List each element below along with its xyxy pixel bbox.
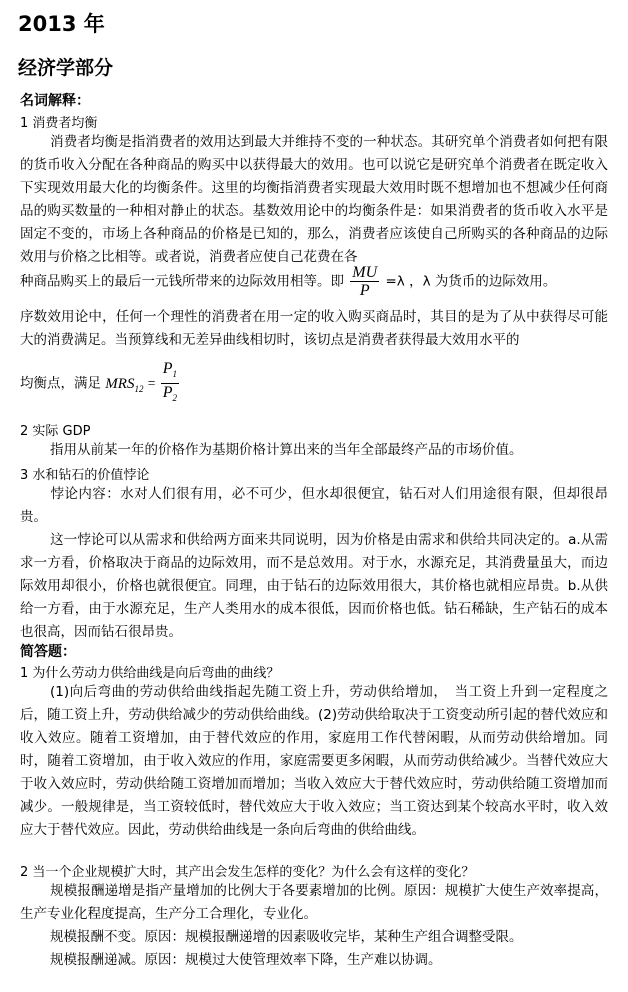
question-2-answer-2-text: 规模报酬不变。原因：规模报酬递增的因素吸收完毕，某种生产组合调整受限。 — [50, 929, 523, 945]
mrs-text: MRS — [105, 375, 135, 392]
term-1-paragraph-1-text: 消费者均衡是指消费者的效用达到最大并维持不变的一种状态。其研究单个消费者如何把有限的货币收入分配在各种商品的购买中以获得最大的效用。也可以说它是研究单个消费者在既定收入下实现效用最大化的均衡条件。这里的均衡指消费者实现最大效用时既不想增加也不想减少任何商品的购买数量的一种相对静止的状态。基数效用论中的均衡条件是：如果消费者的货币收入水平是固定不变的，市场上各种商品的价格是已知的，那么，消费者应该使自己所购买的各种商品的边际效用与价格之比相等。或者说，消费者应使自己花费在各 — [20, 134, 608, 265]
question-2-title: 2 当一个企业规模扩大时，其产出会发生怎样的变化？为什么会有这样的变化？ — [20, 865, 475, 880]
term-3-paragraph-2 — [20, 529, 608, 644]
term-2-paragraph-1-text: 指用从前某一年的价格作为基期价格计算出来的当年全部最终产品的市场价值。 — [50, 442, 523, 458]
question-2-answer-1-text: 规模报酬递增是指产量增加的比例大于各要素增加的比例。原因：规模扩大使生产效率提高，生产专业化程度提高，生产分工合理化，专业化。 — [20, 883, 608, 922]
term-2-paragraph-1 — [20, 439, 608, 462]
term-1-paragraph-2 — [20, 306, 608, 352]
formula-1-suffix: =λ ，λ 为货币的边际效用。 — [385, 273, 557, 290]
terms-header: 名词解释： — [20, 93, 90, 109]
question-1-title: 1 为什么劳动力供给曲线是向后弯曲的曲线？ — [20, 666, 280, 681]
p2-symbol: P — [162, 384, 173, 402]
term-3-paragraph-2-text: 这一悖论可以从需求和供给两方面来共同说明，因为价格是由需求和供给共同决定的。a.从需求一方看，价格取决于商品的边际效用，而不是总效用。对于水，水源充足，其消费量虽大，而边际效用却很小，价格也就很便宜。同理，由于钻石的边际效用很大，其价格也就相应昂贵。b.从供给一方看，由于水源充足，生产人类用水的成本很低，因而价格也低。钻石稀缺，生产钻石的成本也很高，因而钻石很昂贵。 — [20, 532, 608, 640]
short-answer-header: 简答题： — [20, 644, 76, 660]
formula-2-prefix: 均衡点，满足 — [20, 375, 101, 392]
question-2-answer-2 — [20, 926, 608, 949]
p1-subscript: 1 — [172, 369, 178, 380]
mrs-symbol — [105, 376, 143, 392]
term-3-title: 3 水和钻石的价值悖论 — [20, 468, 150, 483]
term-3-paragraph-1-text: 悖论内容：水对人们很有用，必不可少，但水却很便宜，钻石对人们用途很有限，但却很昂贵。 — [20, 486, 608, 525]
question-2-answer-3 — [20, 949, 608, 972]
question-2-answer-1 — [20, 880, 608, 926]
term-1-paragraph-1 — [20, 131, 608, 269]
term-2-title: 2 实际 GDP — [20, 424, 91, 439]
fraction-denominator — [161, 384, 179, 407]
mrs-subscript: 12 — [134, 383, 144, 394]
section-heading: 经济学部分 — [18, 57, 114, 79]
p2-subscript: 2 — [172, 393, 178, 404]
term-1-formula-line-1 — [20, 264, 556, 299]
fraction-numerator — [161, 360, 179, 384]
term-1-title: 1 消费者均衡 — [20, 116, 98, 131]
p1-over-p2-fraction — [161, 360, 179, 407]
mu-over-p-fraction — [350, 264, 379, 299]
document-year-heading: 2013 年 — [18, 12, 105, 36]
fraction-numerator: MU — [352, 264, 378, 281]
formula-1-prefix: 种商品购买上的最后一元钱所带来的边际效用相等。即 — [20, 273, 344, 290]
question-1-answer — [20, 681, 608, 842]
fraction-denominator: P — [359, 282, 370, 299]
question-2-answer-3-text: 规模报酬递减。原因：规模过大使管理效率下降，生产难以协调。 — [50, 952, 442, 968]
term-3-paragraph-1 — [20, 483, 608, 529]
question-1-answer-text: (1)向后弯曲的劳动供给曲线指起先随工资上升，劳动供给增加， 当工资上升到一定程度之后，随工资上升，劳动供给减少的劳动供给曲线。(2)劳动供给取决于工资变动所引起的替代效应和收入效应。随着工资增加，由于替代效应的作用，家庭用工作代替闲暇，从而劳动供给增加。同时，随着工资增加，由于收入效应的作用，家庭需要更多闲暇，从而劳动供给减少。当替代效应大于收入效应时，劳动供给随工资增加而增加；当收入效应大于替代效应时，劳动供给随工资增加而减少。一般规律是，当工资较低时，替代效应大于收入效应；当工资达到某个较高水平时，收入效应大于替代效应。因此，劳动供给曲线是一条向后弯曲的供给曲线。 — [20, 684, 608, 838]
p1-symbol: P — [162, 360, 173, 377]
term-1-formula-line-2: 均衡点，满足 $MRS_{12}$ = $\frac{P_1}{P_2}$ — [20, 360, 181, 407]
term-1-paragraph-2-text: 序数效用论中，任何一个理性的消费者在用一定的收入购买商品时，其目的是为了从中获得尽可能大的消费满足。当预算线和无差异曲线相切时，该切点是消费者获得最大效用水平的 — [20, 309, 608, 348]
